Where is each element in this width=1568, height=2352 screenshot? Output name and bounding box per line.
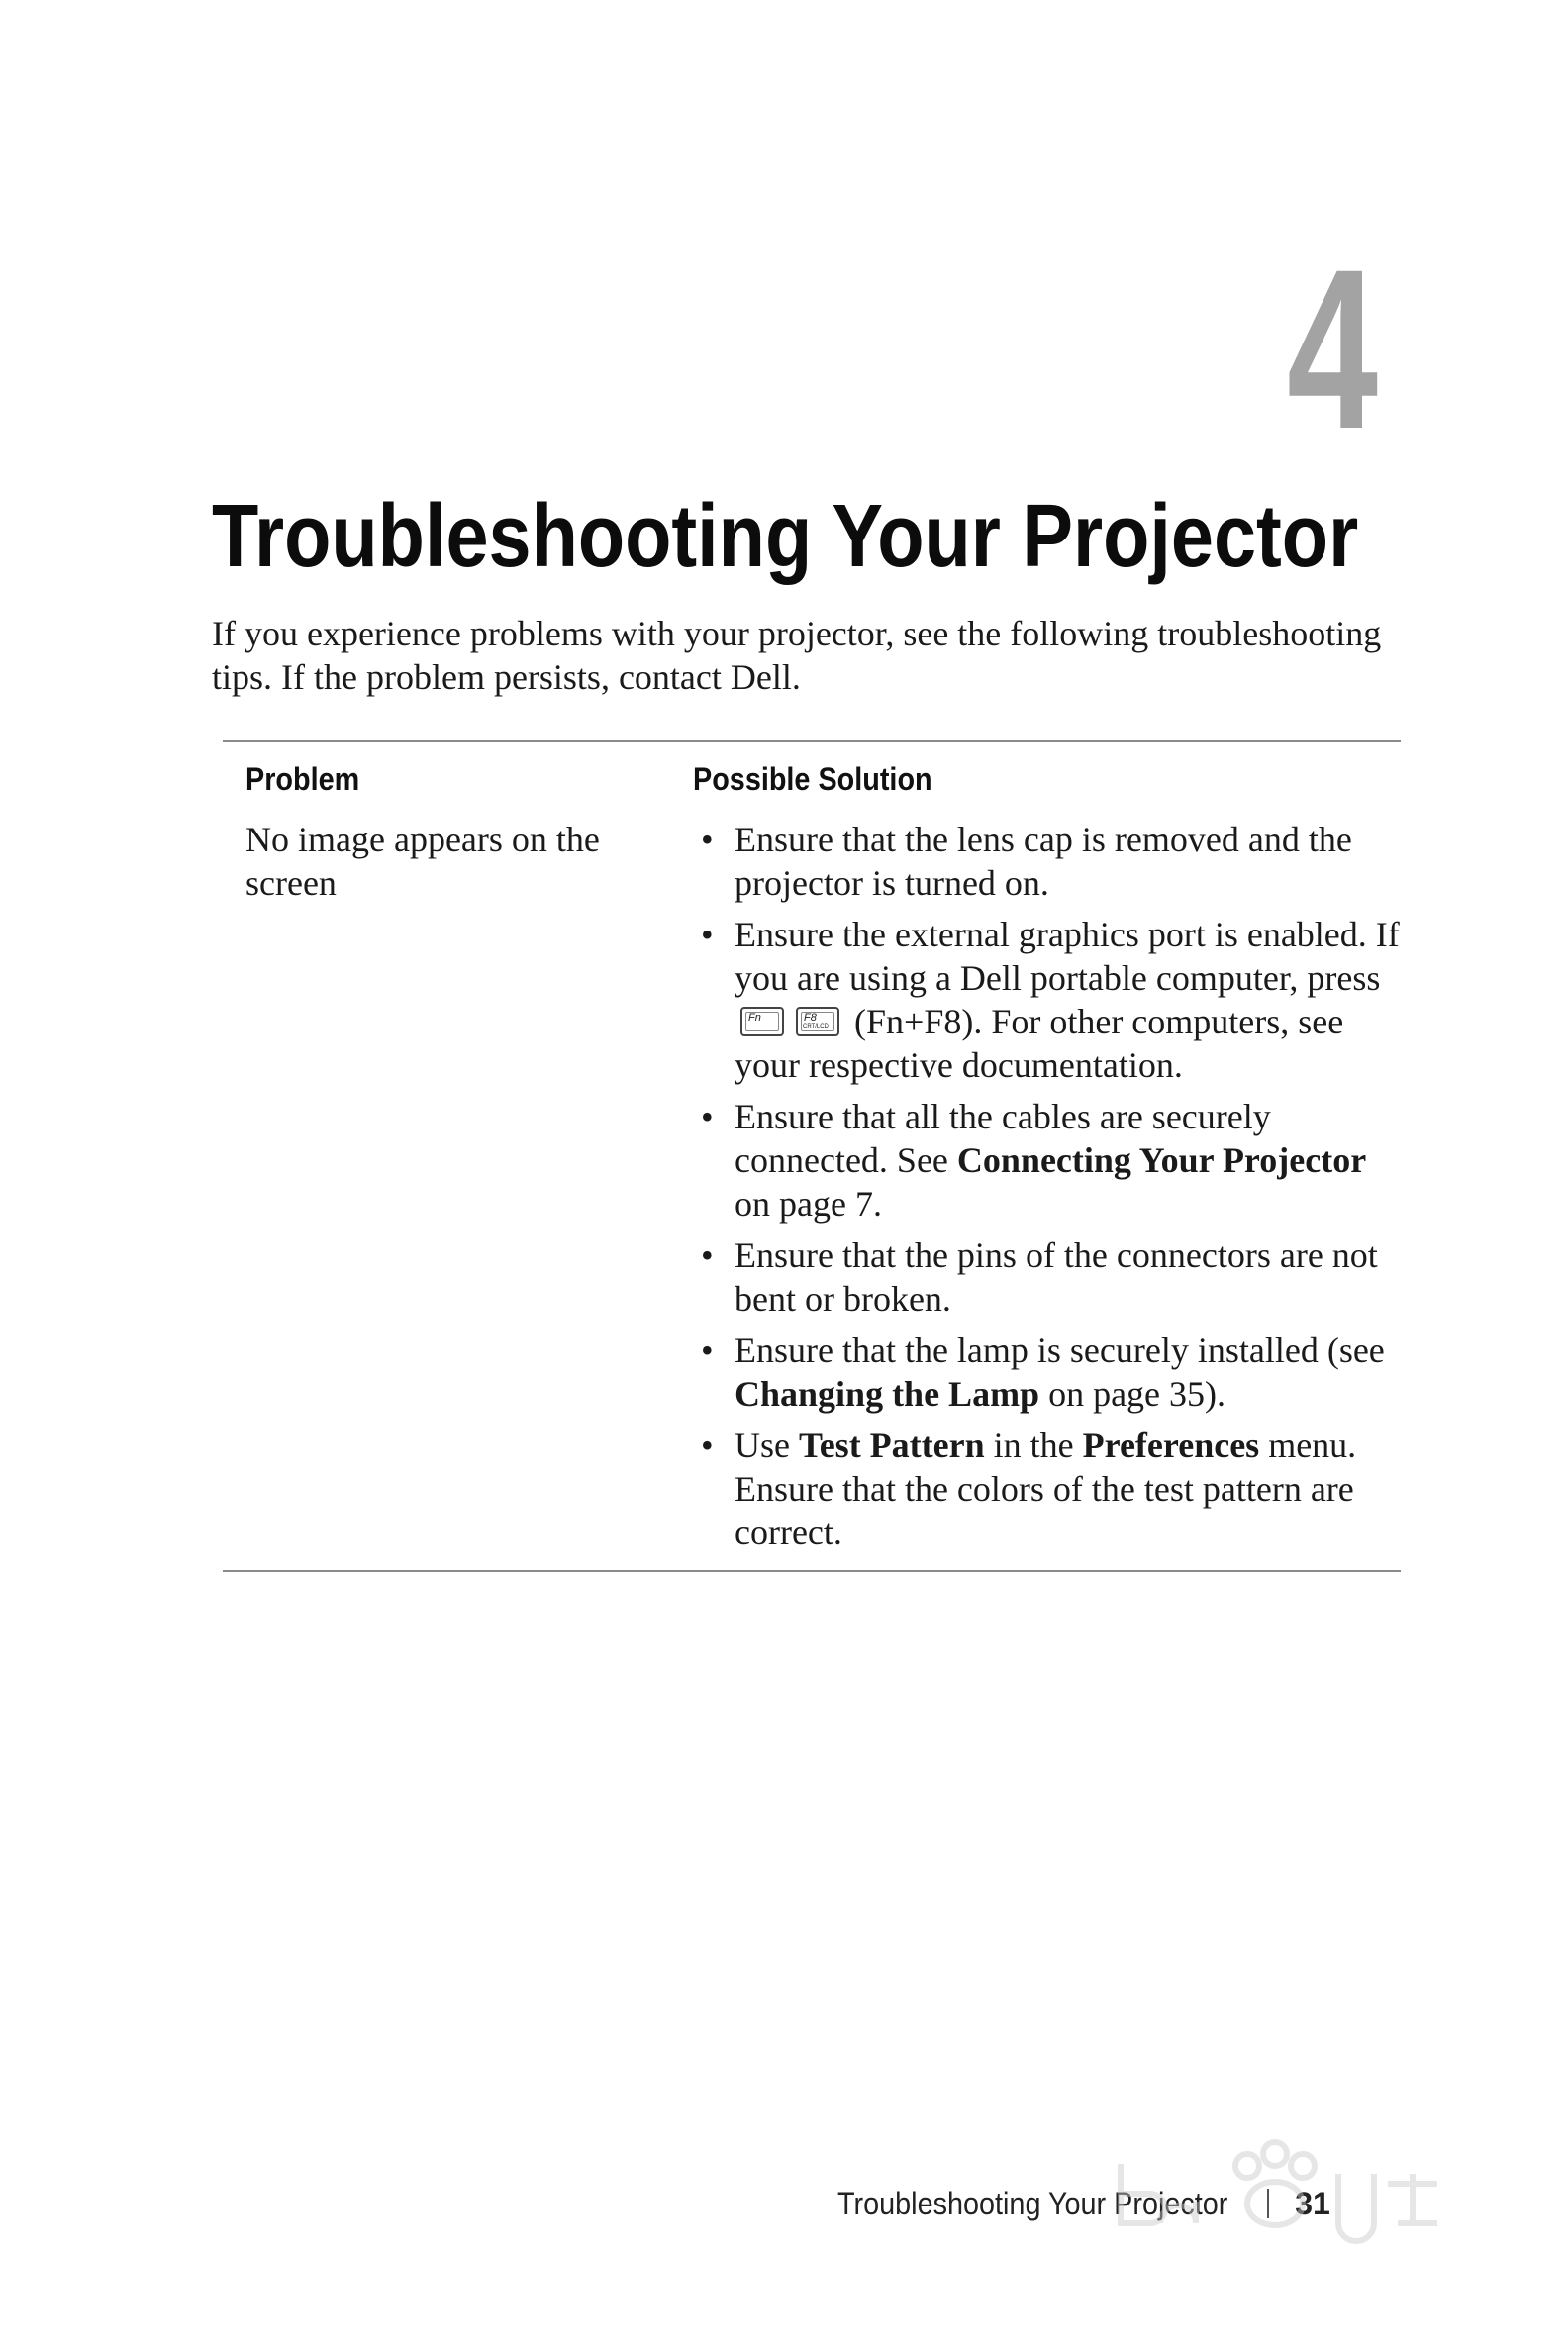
intro-paragraph: If you experience problems with your projector, see the following troubleshooting tips. If the problem persists, contact Dell.	[212, 614, 1382, 697]
solution-list	[693, 818, 1401, 1554]
cross-reference: Changing the Lamp	[735, 1374, 1040, 1414]
page-number: 31	[1295, 2185, 1330, 2221]
solution-item: • Ensure that all the cables are securely connected. See Connecting Your Projector on page 7.	[693, 1095, 1401, 1225]
chapter-title: Troubleshooting Your Projector	[212, 487, 1359, 586]
solution-item: • Ensure that the lamp is securely installed (see Changing the Lamp on page 35).	[693, 1328, 1401, 1416]
menu-item-reference: Test Pattern	[799, 1425, 985, 1465]
problem-cell: No image appears on the screen	[245, 820, 600, 903]
solution-item: • Ensure that the pins of the connectors are not bent or broken.	[693, 1233, 1401, 1321]
header-solution: Possible Solution	[693, 760, 932, 797]
footer-title: Troubleshooting Your Projector	[837, 2185, 1228, 2221]
chapter-number: 4	[1287, 222, 1376, 476]
table-row	[223, 818, 1401, 1562]
solution-item: • Use Test Pattern in the Preferences menu. Ensure that the colors of the test pattern are correct.	[693, 1423, 1401, 1554]
fn-key-icon: Fn	[740, 1007, 784, 1036]
cross-reference: Connecting Your Projector	[956, 1140, 1367, 1180]
header-problem: Problem	[245, 760, 360, 797]
menu-reference: Preferences	[1082, 1425, 1260, 1465]
solution-item: • Ensure that the lens cap is removed and the projector is turned on.	[693, 818, 1401, 905]
table-header-row	[223, 750, 1401, 808]
baidu-watermark-logo	[1101, 2124, 1457, 2273]
f8-key-icon: F8 CRT/LCD	[796, 1007, 839, 1036]
troubleshooting-table	[223, 740, 1401, 1572]
solution-item: • Ensure the external graphics port is enabled. If you are using a Dell portable computer, press Fn F8 CRT/LCD (Fn+F8). For other computers, see your respective documentation.	[693, 913, 1401, 1087]
